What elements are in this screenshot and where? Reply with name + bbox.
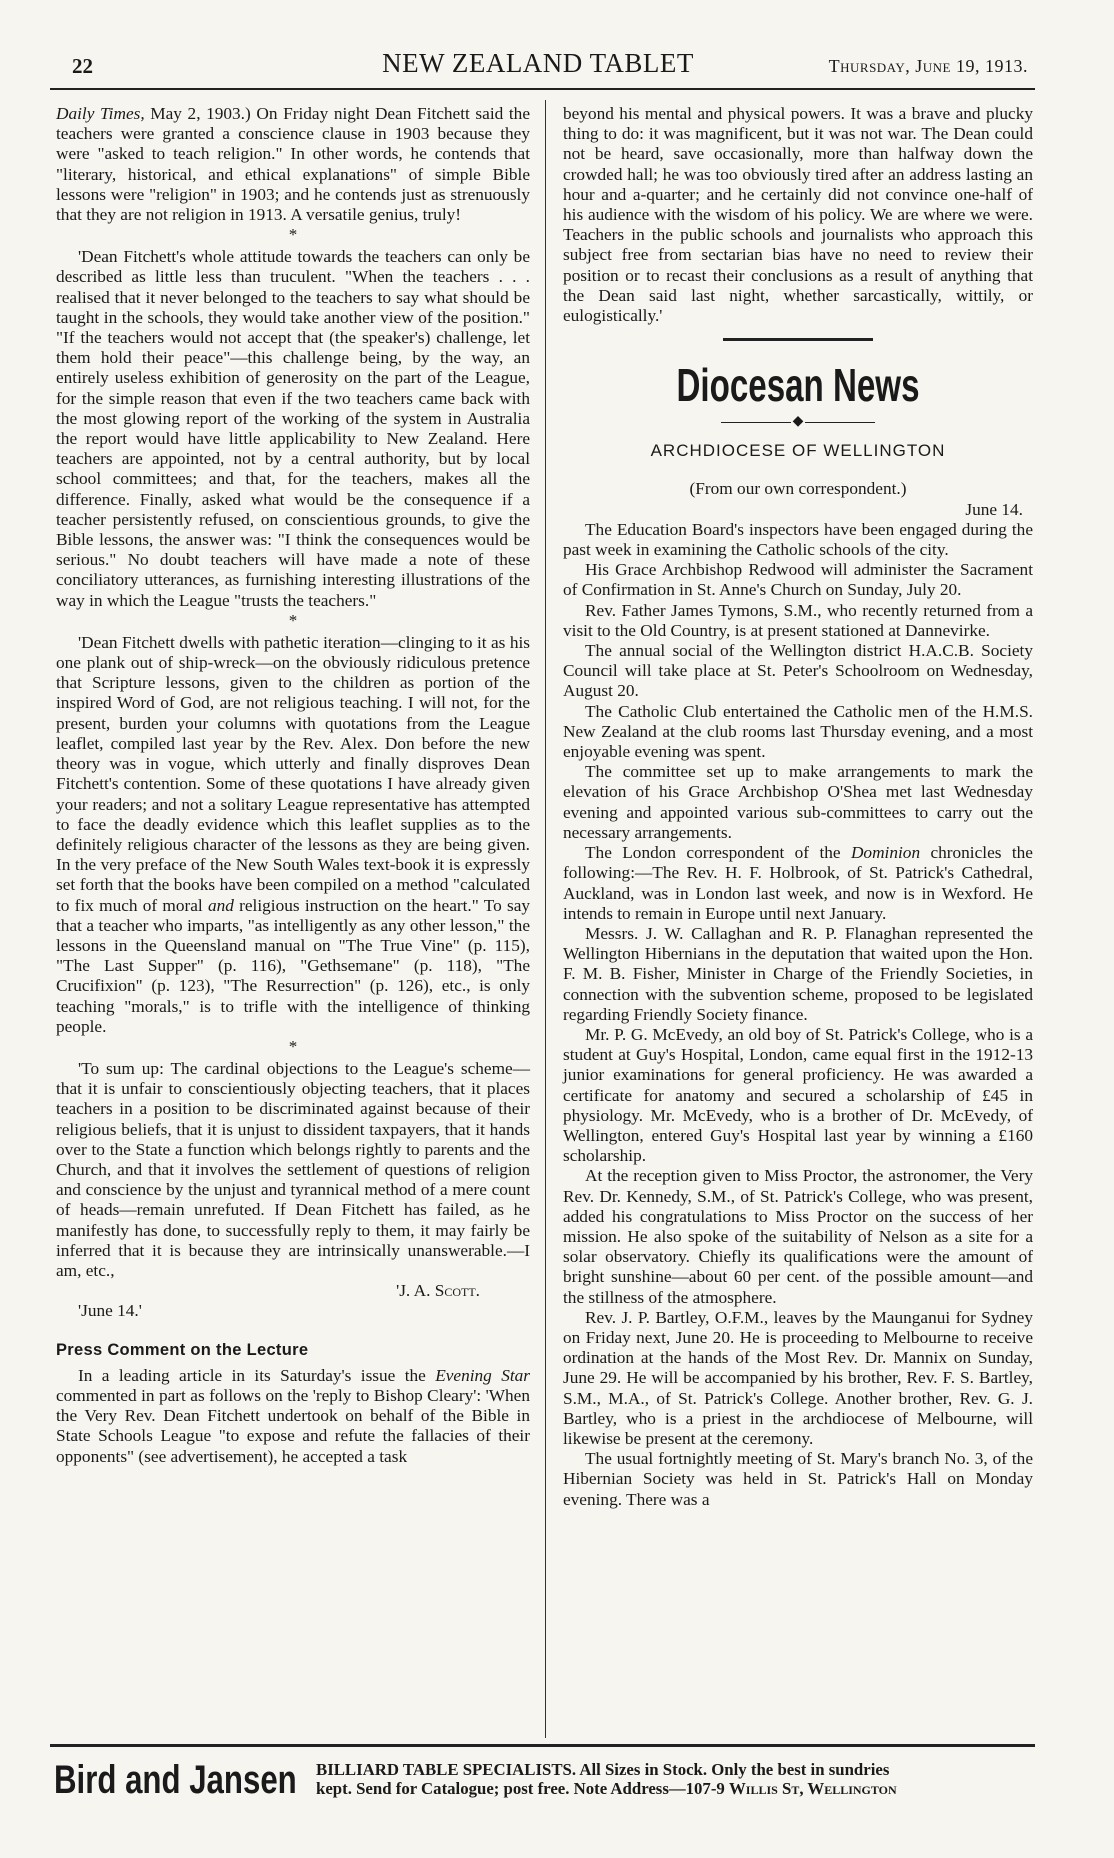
news-item: At the reception given to Miss Proctor, the astronomer, the Very Rev. Dr. Kennedy, S.M., of St. Patrick's College, who was present, added his congratulations to Miss Proctor on the success of her mission. He also spoke of the suitability of Nelson as a site for a solar observatory. Chiefly its qualifications were the amount of bright sunshine—about 60 per cent. of the possible amount—and the stillness of the atmosphere. — [563, 1166, 1033, 1307]
section-title: Diocesan News — [676, 359, 920, 412]
header-rule — [50, 88, 1035, 90]
advertiser-name: Bird and Jansen — [54, 1758, 297, 1802]
news-item: The committee set up to make arrangements to mark the elevation of his Grace Archbishop O'Shea met last Wednesday evening and appointed various sub-committees to carry out the necessary arrangements. — [563, 762, 1033, 842]
page-header — [38, 48, 1038, 82]
ad-line-1: BILLIARD TABLE SPECIALISTS. All Sizes in Stock. Only the best in sundries — [316, 1760, 890, 1779]
article-paragraph: beyond his mental and physical powers. It was a brave and plucky thing to do: it was magnificent, but it was not war. The Dean could not be heard, save occasionally, more than halfway down the crowded hall; he was too obviously tired after an address lasting an hour and a-quarter; and he certainly did not convince one-half of his audience with the wisdom of his policy. We are where we were. Teachers in the public schools and journalists who approach this subject free from sectarian bias have no need to review their position or to recast their conclusions as a result of anything that the Dean said last night, whether sarcastically, wittily, or eulogistically.' — [563, 104, 1033, 326]
right-column — [563, 104, 1033, 1510]
section-rule — [723, 338, 873, 341]
ad-address: Willis St, Wellington — [729, 1779, 897, 1798]
article-paragraph: 'Dean Fitchett's whole attitude towards the teachers can only be described as little less than truculent. "When the teachers . . . realised that it never belonged to the teachers to say what should be taught in the schools, they would take another view of the position." "If the teachers would not accept that (the speaker's) challenge, let them hold their peace"—this challenge being, by the way, an entirely useless exhibition of generosity on the part of the League, for the simple reason that even if the two teachers came back with the most glowing report of the working of the system in Australia the report would have little applicability to New Zealand. Here teachers are appointed, not by a central authority, but by local school committees; and that, for the teachers, makes all the difference. Finally, asked what would be the consequence if a teacher persistently refused, on conscientious grounds, to give the Bible lessons, the answer was: "I think the consequences would be serious." No doubt teachers will have made a note of these conciliatory utterances, as furnishing interesting illustrations of the way in which the League "trusts the teachers." — [56, 247, 530, 610]
left-column — [56, 104, 530, 1467]
news-date: June 14. — [965, 499, 1023, 519]
article-paragraph: 'To sum up: The cardinal objections to the League's scheme—that it is unfair to conscientiously objecting teachers, that it places teachers in a position to be discriminated against because of their religious beliefs, that it is unjust to dissident taxpayers, that it hands over to the State a function which belongs rightly to parents and the Church, and that it involves the settlement of questions of religion and conscience by the unjust and tyrannical method of a mere count of heads—remain unrefuted. If Dean Fitchett has failed, as he manifestly has done, to successfully reply to them, it may fairly be inferred that it is because they are intrinsically unanswerable.—I am, etc., — [56, 1058, 530, 1280]
news-item: His Grace Archbishop Redwood will administer the Sacrament of Confirmation in St. Anne's Church on Sunday, July 20. — [563, 560, 1033, 600]
ornament-divider: ◆ — [563, 415, 1033, 429]
section-heading: Press Comment on the Lecture — [56, 1340, 309, 1359]
publication-name: Daily Times, — [56, 104, 145, 123]
section-star: * — [288, 610, 298, 630]
news-item: Mr. P. G. McEvedy, an old boy of St. Patrick's College, who is a student at Guy's Hospital, London, came equal first in the 1912-13 junior examinations for general proficiency. He was awarded a certificate for anatomy and secured a scholarship of £45 in physiology. Mr. McEvedy, who is a brother of Dr. McEvedy, of Wellington, entered Guy's Hospital last year by winning a £160 scholarship. — [563, 1024, 1033, 1166]
section-star: * — [288, 225, 298, 245]
news-item: Rev. Father James Tymons, S.M., who recently returned from a visit to the Old Country, is at present stationed at Dannevirke. — [563, 600, 1033, 640]
news-item: The Education Board's inspectors have been engaged during the past week in examining the Catholic schools of the city. — [563, 519, 1033, 560]
news-item: The London correspondent of the Dominion chronicles the following:—The Rev. H. F. Holbrook, of St. Patrick's Cathedral, Auckland, was in London last week, and now is in Wexford. He intends to remain in Europe until next January. — [563, 843, 1033, 923]
letter-dateline: 'June 14.' — [78, 1301, 142, 1321]
advertisement — [54, 1756, 1044, 1816]
news-item: Rev. J. P. Bartley, O.F.M., leaves by the Maunganui for Sydney on Friday next, June 20. He is proceeding to Melbourne to receive ordination at the hands of the Most Rev. Dr. Mannix on Sunday, June 29. He will be accompanied by his brother, Rev. F. S. Bartley, S.M., M.A., of St. Patrick's College. Another brother, Rev. G. J. Bartley, who is a priest in the archdiocese of Melbourne, will likewise be present at the ceremony. — [563, 1307, 1033, 1448]
news-item: The annual social of the Wellington district H.A.C.B. Society Council will take place at St. Peter's Schoolroom on Wednesday, August 20. — [563, 641, 1033, 701]
news-item: Messrs. J. W. Callaghan and R. P. Flanaghan represented the Wellington Hibernians in the deputation that waited upon the Hon. F. M. B. Fisher, Minister in Charge of the Friendly Societies, in connection with the subvention scheme, proposed to be legislated regarding Friendly Society finance. — [563, 923, 1033, 1024]
article-paragraph: Daily Times, May 2, 1903.) On Friday night Dean Fitchett said the teachers were granted a conscience clause in 1903 because they were "asked to teach religion." In other words, he contends that "literary, historical, and ethical explanations" of simple Bible lessons were "religion" in 1903; and he contends just as strenuously that they are not religion in 1913. A versatile genius, truly! — [56, 104, 530, 225]
page-number: 22 — [72, 54, 93, 78]
news-item: The usual fortnightly meeting of St. Mary's branch No. 3, of the Hibernian Society was held in St. Patrick's Hall on Monday evening. There was a — [563, 1449, 1033, 1509]
news-item: The Catholic Club entertained the Catholic men of the H.M.S. New Zealand at the club rooms last Thursday evening, and a most enjoyable evening was spent. — [563, 701, 1033, 762]
section-star: * — [288, 1036, 298, 1056]
article-paragraph: 'Dean Fitchett dwells with pathetic iteration—clinging to it as his one plank out of ship-wreck—on the obviously ridiculous pretence that Scripture lessons, given to the children as portion of the inspired Word of God, are not religious teaching. I will not, for the present, burden your columns with quotations from the League leaflet, compiled last year by the Rev. Alex. Don before the new theory was in vogue, which utterly and finally disproves Dean Fitchett's contention. Some of these quotations I have already given your readers; and not a solitary League representative has attempted to face the deadly evidence which this leaflet supplies as to the definitely religious character of the lessons as they are being given. In the very preface of the New South Wales text-book it is expressly set forth that the books have been compiled on a method "calculated to fix much of moral and religious instruction on the heart." To say that a teacher who imparts, "as intelligently as any other lesson," the lessons in the Queensland manual on "The True Vine" (p. 115), "The Last Supper" (p. 116), "Gethsemane" (p. 118), "The Crucifixion" (p. 123), "The Resurrection" (p. 126), etc., is only teaching "morals," is to trifle with the intelligence of thinking people. — [56, 632, 531, 1036]
archdiocese-heading: ARCHDIOCESE OF WELLINGTON — [650, 441, 946, 461]
footer-rule — [50, 1744, 1035, 1747]
advertisement-text — [316, 1760, 1046, 1798]
issue-date: Thursday, June 19, 1913. — [828, 56, 1028, 76]
publication-title: NEW ZEALAND TABLET — [382, 48, 694, 78]
letter-signature: 'J. A. Scott. — [396, 1281, 480, 1301]
correspondent-note: (From our own correspondent.) — [689, 479, 907, 499]
column-divider — [545, 100, 546, 1738]
ad-line-2: kept. Send for Catalogue; post free. Note Address—107-9 Willis St, Wellington — [316, 1779, 897, 1798]
article-paragraph: In a leading article in its Saturday's issue the Evening Star commented in part as follows on the 'reply to Bishop Cleary': 'When the Very Rev. Dean Fitchett undertook on behalf of the Bible in State Schools League "to expose and refute the fallacies of their opponents" (see advertisement), he accepted a task — [56, 1365, 531, 1466]
